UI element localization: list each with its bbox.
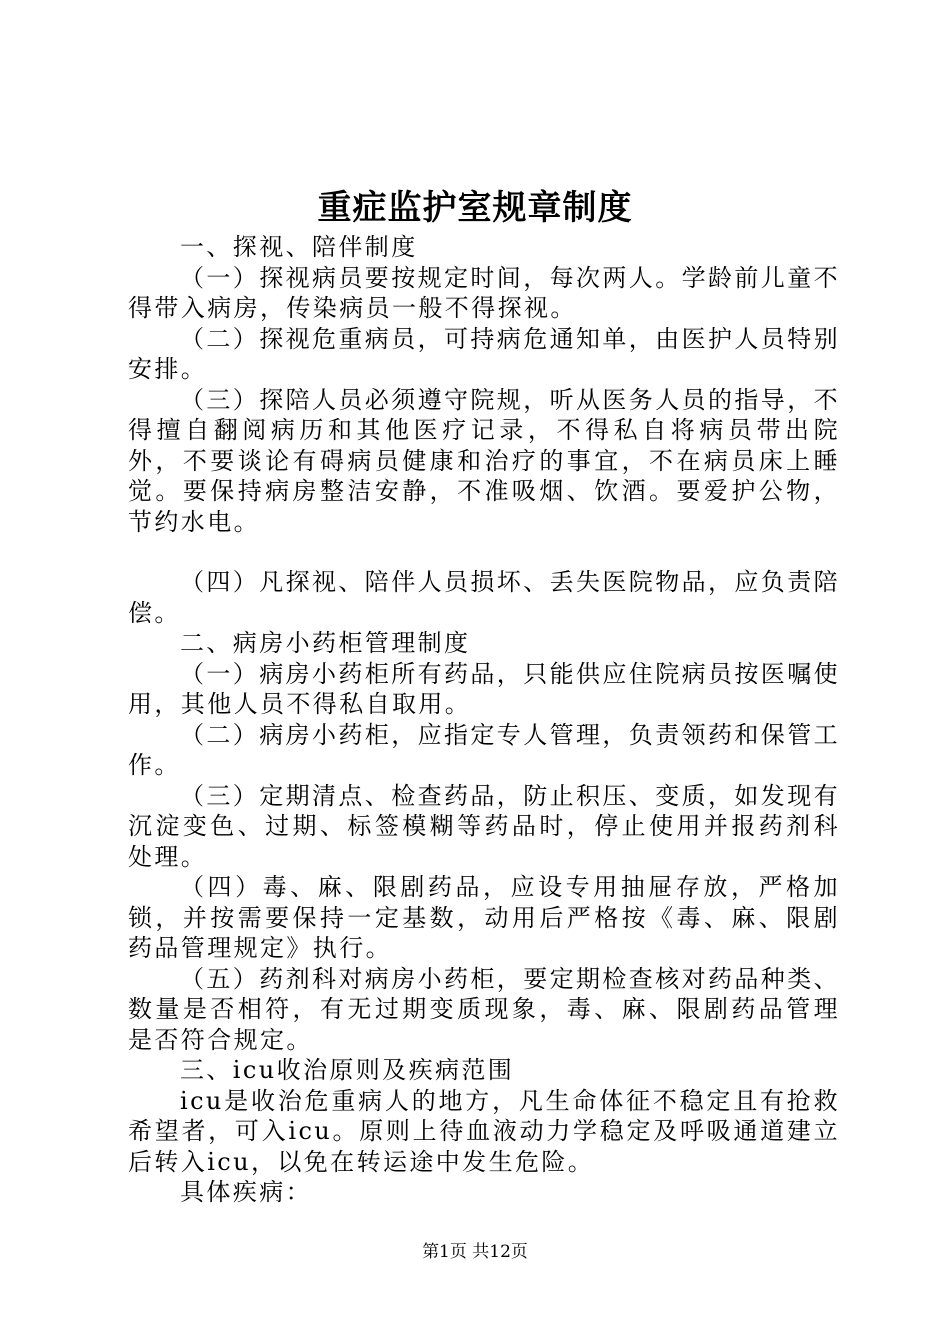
paragraph: （五）药剂科对病房小药柜，要定期检查核对药品种类、数量是否相符，有无过期变质现象，毒、麻、限剧药品管理是否符合规定。 xyxy=(128,964,840,1054)
paragraph: （一）探视病员要按规定时间，每次两人。学龄前儿童不得带入病房，传染病员一般不得探视。 xyxy=(128,263,840,322)
paragraph: （二）病房小药柜，应指定专人管理，负责领药和保管工作。 xyxy=(128,720,840,779)
section-heading: 一、探视、陪伴制度 xyxy=(180,233,418,261)
paragraph: （三）定期清点、检查药品，防止积压、变质，如发现有沉淀变色、过期、标签模糊等药品时，停止使用并报药剂科处理。 xyxy=(128,781,840,871)
paragraph: （二）探视危重病员，可持病危通知单，由医护人员特别安排。 xyxy=(128,324,840,383)
paragraph: 具体疾病： xyxy=(180,1178,312,1206)
section-heading: 二、病房小药柜管理制度 xyxy=(180,629,471,657)
paragraph: （四）凡探视、陪伴人员损坏、丢失医院物品，应负责陪偿。 xyxy=(128,568,840,627)
paragraph: （四）毒、麻、限剧药品，应设专用抽屉存放，严格加锁，并按需要保持一定基数，动用后严格按《毒、麻、限剧药品管理规定》执行。 xyxy=(128,873,840,962)
paragraph: （三）探陪人员必须遵守院规，听从医务人员的指导，不得擅自翻阅病历和其他医疗记录，不得私自将病员带出院外，不要谈论有碍病员健康和治疗的事宜，不在病员床上睡觉。要保持病房整洁安静，不准吸烟、饮酒。要爱护公物，节约水电。 xyxy=(128,385,840,536)
document-title: 重症监护室规章制度 xyxy=(317,188,633,228)
page-number: 第1页 共12页 xyxy=(422,1242,528,1262)
section-heading: 三、icu收治原则及疾病范围 xyxy=(180,1056,515,1084)
document-body xyxy=(128,232,840,1208)
paragraph: （一）病房小药柜所有药品，只能供应住院病员按医嘱使用，其他人员不得私自取用。 xyxy=(128,659,840,718)
paragraph: icu是收治危重病人的地方，凡生命体征不稳定且有抢救希望者，可入icu。原则上待血液动力学稳定及呼吸通道建立后转入icu，以免在转运途中发生危险。 xyxy=(128,1086,840,1176)
